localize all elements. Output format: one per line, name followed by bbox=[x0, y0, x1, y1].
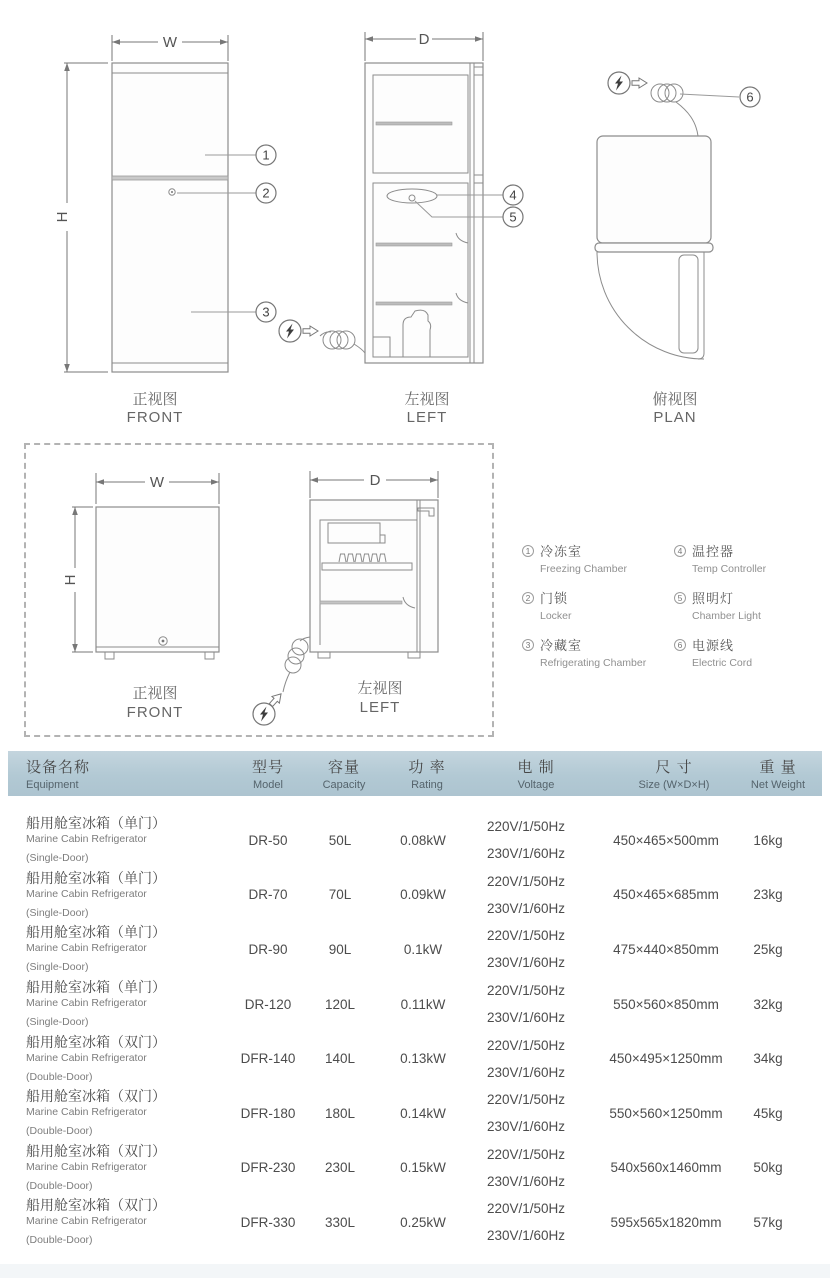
legend-label-cn: 温控器 bbox=[692, 544, 735, 559]
legend-item-electric-cord bbox=[674, 635, 766, 669]
table-row-dfr-180 bbox=[0, 1086, 830, 1141]
equipment-name bbox=[26, 977, 231, 1032]
size-value: 475×440×850mm bbox=[613, 941, 719, 957]
voltage-line-2: 230V/1/60Hz bbox=[487, 955, 566, 971]
header-model-en: Model bbox=[253, 779, 283, 791]
equipment-name-en: Marine Cabin Refrigerator bbox=[26, 1051, 147, 1064]
dim-w-label: W bbox=[149, 474, 165, 491]
equipment-door-type: (Single-Door) bbox=[26, 961, 89, 974]
legend-label-cn: 门锁 bbox=[540, 591, 569, 606]
header-rating-en: Rating bbox=[411, 779, 443, 791]
equipment-name bbox=[26, 813, 231, 868]
table-row-dr-120 bbox=[0, 977, 830, 1032]
header-equipment-en: Equipment bbox=[26, 779, 79, 791]
voltage-line-1: 220V/1/50Hz bbox=[487, 819, 566, 835]
header-voltage-cn: 电 制 bbox=[517, 759, 555, 776]
equipment-name bbox=[26, 1086, 231, 1141]
equipment-name-cn: 船用舱室冰箱（单门） bbox=[26, 869, 166, 886]
header-weight bbox=[744, 751, 812, 796]
weight-value: 16kg bbox=[753, 832, 783, 848]
voltage-value bbox=[487, 868, 597, 923]
legend-label-cn: 冷冻室 bbox=[540, 544, 583, 559]
voltage-line-2: 230V/1/60Hz bbox=[487, 1173, 566, 1189]
voltage-value bbox=[487, 922, 597, 977]
size-value: 540x560x1460mm bbox=[610, 1160, 722, 1176]
voltage-value bbox=[487, 1195, 597, 1250]
legend-number-badge: 2 bbox=[522, 592, 534, 604]
callout-2-number: 2 bbox=[262, 185, 270, 201]
equipment-name bbox=[26, 1195, 231, 1250]
legend-number-badge: 4 bbox=[674, 545, 686, 557]
voltage-line-1: 220V/1/50Hz bbox=[487, 1201, 566, 1217]
legend-column-2 bbox=[674, 541, 766, 682]
power-cord-coil bbox=[283, 637, 310, 692]
voltage-line-2: 230V/1/60Hz bbox=[487, 846, 566, 862]
equipment-name-cn: 船用舱室冰箱（双门） bbox=[26, 1142, 166, 1159]
legend-label-cn: 电源线 bbox=[692, 638, 735, 653]
footer-band bbox=[0, 1264, 830, 1278]
equipment-name-cn: 船用舱室冰箱（单门） bbox=[26, 924, 166, 941]
plan-view-drawing bbox=[560, 25, 830, 425]
table-row-dfr-330 bbox=[0, 1195, 830, 1250]
table-row-dfr-230 bbox=[0, 1141, 830, 1196]
legend-item-chamber-light bbox=[674, 588, 766, 622]
equipment-door-type: (Single-Door) bbox=[26, 1016, 89, 1029]
legend-column-1 bbox=[522, 541, 674, 682]
cabinet-top-outline bbox=[595, 136, 713, 359]
callout-4-number: 4 bbox=[509, 187, 517, 203]
size-value: 550×560×850mm bbox=[613, 996, 719, 1012]
plan-view-label-cn: 俯视图 bbox=[652, 391, 698, 408]
model-value: DFR-180 bbox=[240, 1105, 296, 1121]
voltage-line-1: 220V/1/50Hz bbox=[487, 983, 566, 999]
legend-item-temp-controller bbox=[674, 541, 766, 575]
power-plug-icon bbox=[253, 691, 285, 725]
callout-6-number: 6 bbox=[746, 89, 754, 105]
power-plug-icon bbox=[608, 72, 647, 94]
size-value: 595x565x1820mm bbox=[610, 1214, 722, 1230]
voltage-value bbox=[487, 1031, 597, 1086]
equipment-door-type: (Double-Door) bbox=[26, 1070, 93, 1083]
capacity-value: 50L bbox=[328, 832, 352, 848]
header-rating bbox=[384, 751, 470, 796]
capacity-value: 120L bbox=[324, 996, 356, 1012]
equipment-name-en: Marine Cabin Refrigerator bbox=[26, 1106, 147, 1119]
height-dimension bbox=[54, 63, 108, 372]
depth-dimension bbox=[365, 31, 483, 61]
capacity-value: 90L bbox=[328, 941, 352, 957]
rating-value: 0.11kW bbox=[400, 996, 446, 1012]
legend-number-badge: 5 bbox=[674, 592, 686, 604]
size-value: 450×465×500mm bbox=[613, 832, 719, 848]
voltage-value bbox=[487, 1141, 597, 1196]
plan-view-label-en: PLAN bbox=[653, 409, 697, 426]
equipment-name bbox=[26, 1141, 231, 1196]
header-voltage bbox=[481, 751, 591, 796]
table-row-dr-50 bbox=[0, 813, 830, 868]
left-view-label-cn: 左视图 bbox=[357, 680, 403, 697]
width-dimension bbox=[112, 34, 228, 61]
spec-table-header bbox=[8, 751, 822, 796]
front-view-single-door-drawing bbox=[25, 440, 265, 730]
model-value: DR-70 bbox=[248, 887, 288, 903]
legend-label-en: Temp Controller bbox=[692, 563, 767, 575]
equipment-name-cn: 船用舱室冰箱（单门） bbox=[26, 815, 166, 832]
voltage-line-2: 230V/1/60Hz bbox=[487, 900, 566, 916]
left-view-label-cn: 左视图 bbox=[404, 391, 450, 408]
power-plug-icon bbox=[279, 320, 318, 342]
model-value: DR-50 bbox=[248, 832, 288, 848]
capacity-value: 230L bbox=[324, 1160, 356, 1176]
dim-h-label: H bbox=[62, 574, 79, 586]
capacity-value: 70L bbox=[328, 887, 352, 903]
equipment-name-en: Marine Cabin Refrigerator bbox=[26, 887, 147, 900]
legend-item-freezing-chamber bbox=[522, 541, 674, 575]
equipment-door-type: (Double-Door) bbox=[26, 1125, 93, 1138]
dim-d-label: D bbox=[369, 472, 381, 489]
front-view-label-en: FRONT bbox=[126, 409, 184, 426]
callout-6 bbox=[680, 87, 760, 107]
rating-value: 0.09kW bbox=[400, 887, 446, 903]
equipment-name-en: Marine Cabin Refrigerator bbox=[26, 942, 147, 955]
callout-3-number: 3 bbox=[262, 304, 270, 320]
rating-value: 0.25kW bbox=[400, 1214, 446, 1230]
capacity-value: 180L bbox=[324, 1105, 356, 1121]
legend-label-cn: 冷藏室 bbox=[540, 638, 583, 653]
voltage-line-1: 220V/1/50Hz bbox=[487, 1092, 566, 1108]
weight-value: 32kg bbox=[753, 996, 783, 1012]
left-view-label-en: LEFT bbox=[406, 409, 448, 426]
rating-value: 0.14kW bbox=[400, 1105, 446, 1121]
equipment-name-cn: 船用舱室冰箱（双门） bbox=[26, 1088, 166, 1105]
equipment-name-cn: 船用舱室冰箱（双门） bbox=[26, 1197, 166, 1214]
parts-legend bbox=[522, 541, 822, 682]
voltage-line-2: 230V/1/60Hz bbox=[487, 1119, 566, 1135]
equipment-door-type: (Double-Door) bbox=[26, 1234, 93, 1247]
voltage-value bbox=[487, 977, 597, 1032]
header-weight-en: Net Weight bbox=[750, 779, 806, 791]
header-size-cn: 尺 寸 bbox=[655, 759, 693, 776]
weight-value: 50kg bbox=[753, 1160, 783, 1176]
equipment-name-cn: 船用舱室冰箱（双门） bbox=[26, 1033, 166, 1050]
header-size-en: Size (W×D×H) bbox=[638, 779, 710, 791]
header-rating-cn: 功 率 bbox=[408, 759, 446, 776]
table-row-dfr-140 bbox=[0, 1031, 830, 1086]
front-view-label-en: FRONT bbox=[126, 704, 184, 721]
weight-value: 45kg bbox=[753, 1105, 783, 1121]
header-model-cn: 型号 bbox=[251, 759, 284, 776]
legend-label-en: Freezing Chamber bbox=[540, 563, 627, 575]
legend-number-badge: 6 bbox=[674, 639, 686, 651]
equipment-name-en: Marine Cabin Refrigerator bbox=[26, 997, 147, 1010]
rating-value: 0.08kW bbox=[400, 832, 446, 848]
front-view-label-cn: 正视图 bbox=[132, 391, 178, 408]
voltage-line-2: 230V/1/60Hz bbox=[487, 1010, 566, 1026]
voltage-line-1: 220V/1/50Hz bbox=[487, 1146, 566, 1162]
size-value: 550×560×1250mm bbox=[609, 1105, 723, 1121]
table-row-dr-90 bbox=[0, 922, 830, 977]
equipment-name-en: Marine Cabin Refrigerator bbox=[26, 1160, 147, 1173]
header-model bbox=[228, 751, 308, 796]
voltage-line-2: 230V/1/60Hz bbox=[487, 1064, 566, 1080]
equipment-name bbox=[26, 868, 231, 923]
voltage-value bbox=[487, 1086, 597, 1141]
dim-d-label: D bbox=[418, 31, 430, 48]
legend-label-en: Locker bbox=[540, 610, 572, 622]
fridge-front-outline bbox=[112, 63, 228, 372]
size-value: 450×495×1250mm bbox=[609, 1051, 723, 1067]
capacity-value: 330L bbox=[324, 1214, 356, 1230]
weight-value: 34kg bbox=[753, 1051, 783, 1067]
fridge-left-outline bbox=[365, 63, 483, 363]
left-view-double-door-drawing bbox=[270, 25, 540, 425]
front-view-label-cn: 正视图 bbox=[132, 685, 178, 702]
power-cord-coil bbox=[320, 331, 365, 353]
equipment-door-type: (Double-Door) bbox=[26, 1179, 93, 1192]
legend-label-en: Refrigerating Chamber bbox=[540, 657, 647, 669]
voltage-line-1: 220V/1/50Hz bbox=[487, 1037, 566, 1053]
legend-label-cn: 照明灯 bbox=[692, 591, 735, 606]
equipment-name-cn: 船用舱室冰箱（单门） bbox=[26, 979, 166, 996]
header-capacity-cn: 容量 bbox=[327, 759, 360, 776]
rating-value: 0.1kW bbox=[403, 941, 443, 957]
callout-1-number: 1 bbox=[262, 147, 270, 163]
equipment-name bbox=[26, 922, 231, 977]
size-value: 450×465×685mm bbox=[613, 887, 719, 903]
voltage-line-2: 230V/1/60Hz bbox=[487, 1228, 566, 1244]
model-value: DR-120 bbox=[244, 996, 292, 1012]
model-value: DFR-330 bbox=[240, 1214, 296, 1230]
model-value: DFR-230 bbox=[240, 1160, 296, 1176]
model-value: DR-90 bbox=[248, 941, 288, 957]
equipment-name bbox=[26, 1031, 231, 1086]
equipment-door-type: (Single-Door) bbox=[26, 852, 89, 865]
weight-value: 23kg bbox=[753, 887, 783, 903]
dim-h-label: H bbox=[54, 211, 71, 223]
header-weight-cn: 重 量 bbox=[759, 759, 797, 776]
legend-number-badge: 1 bbox=[522, 545, 534, 557]
weight-value: 57kg bbox=[753, 1214, 783, 1230]
header-equipment bbox=[26, 751, 90, 796]
equipment-name-en: Marine Cabin Refrigerator bbox=[26, 1215, 147, 1228]
height-dimension bbox=[62, 507, 93, 652]
legend-label-en: Chamber Light bbox=[692, 610, 761, 622]
fridge-left-outline bbox=[310, 500, 438, 658]
width-dimension bbox=[96, 473, 219, 504]
capacity-value: 140L bbox=[324, 1051, 356, 1067]
table-row-dr-70 bbox=[0, 868, 830, 923]
header-capacity-en: Capacity bbox=[322, 779, 366, 791]
equipment-name-en: Marine Cabin Refrigerator bbox=[26, 833, 147, 846]
callout-5-number: 5 bbox=[509, 209, 517, 225]
left-view-label-en: LEFT bbox=[359, 699, 401, 716]
voltage-value bbox=[487, 813, 597, 868]
equipment-door-type: (Single-Door) bbox=[26, 906, 89, 919]
dim-w-label: W bbox=[162, 34, 178, 51]
voltage-line-1: 220V/1/50Hz bbox=[487, 928, 566, 944]
rating-value: 0.15kW bbox=[400, 1160, 446, 1176]
power-cord-coil bbox=[651, 84, 698, 136]
legend-item-locker bbox=[522, 588, 674, 622]
legend-label-en: Electric Cord bbox=[692, 657, 753, 669]
legend-item-refrigerating-chamber bbox=[522, 635, 674, 669]
left-view-single-door-drawing bbox=[240, 440, 470, 730]
weight-value: 25kg bbox=[753, 941, 783, 957]
voltage-line-1: 220V/1/50Hz bbox=[487, 873, 566, 889]
header-voltage-en: Voltage bbox=[517, 779, 555, 791]
header-equipment-cn: 设备名称 bbox=[26, 759, 91, 776]
spec-table-body bbox=[0, 813, 830, 1250]
header-size bbox=[596, 751, 752, 796]
legend-number-badge: 3 bbox=[522, 639, 534, 651]
rating-value: 0.13kW bbox=[400, 1051, 446, 1067]
depth-dimension bbox=[310, 471, 438, 498]
model-value: DFR-140 bbox=[240, 1051, 296, 1067]
fridge-front-outline bbox=[96, 507, 219, 659]
header-capacity bbox=[304, 751, 384, 796]
